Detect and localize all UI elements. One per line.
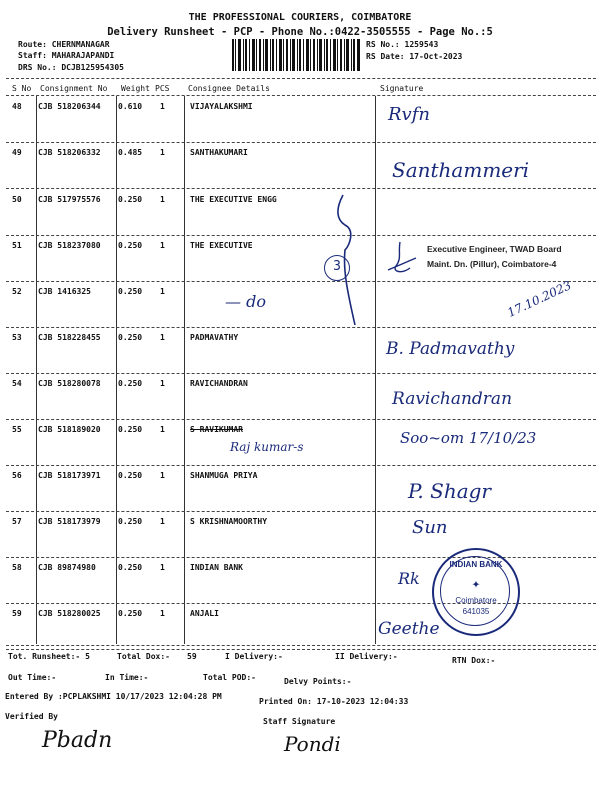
row-consignee: VIJAYALAKSHMI (190, 102, 253, 111)
row-pcs: 1 (160, 195, 165, 204)
col-consignee: Consignee Details (188, 84, 270, 93)
drs-line (18, 63, 124, 72)
row-signature: Rk (398, 569, 420, 588)
row-consignee: PADMAVATHY (190, 333, 239, 342)
staff-signature: Pondi (284, 732, 341, 756)
printed-on: Printed On: 17-10-2023 12:04:33 (259, 697, 409, 706)
row-weight: 0.250 (118, 563, 143, 572)
bank-stamp-name: INDIAN BANK (449, 560, 503, 569)
row-consignment-no: CJB 518280078 (38, 379, 101, 388)
total-dox-label: Total Dox:- (117, 652, 170, 661)
header-bottom-rule (6, 95, 596, 96)
row-consignment-no: CJB 517975576 (38, 195, 101, 204)
summary-top-rule (6, 645, 596, 646)
twad-signature-scribble (380, 238, 426, 280)
staff-value: MAHARAJAPANDI (51, 51, 115, 60)
divider-details (375, 96, 376, 644)
row-sno: 52 (12, 287, 22, 296)
row-signature: Soo~om 17/10/23 (400, 429, 537, 447)
row-signature: Geethe (378, 619, 440, 639)
row-weight: 0.250 (118, 517, 143, 526)
row-divider (6, 511, 596, 512)
staff-line (18, 51, 114, 60)
runsheet-title: Delivery Runsheet - PCP - Phone No.:0422-3505555 - Page No.:5 (107, 26, 493, 38)
row-consignee: ANJALI (190, 609, 219, 618)
col-pcs: PCS (155, 84, 170, 93)
row-weight: 0.250 (118, 609, 143, 618)
bank-stamp (432, 548, 520, 636)
row-divider (6, 373, 596, 374)
row-consignment-no: CJB 1416325 (38, 287, 91, 296)
row-pcs: 1 (160, 609, 165, 618)
route-value: CHERNMANAGAR (51, 40, 110, 49)
route-line (18, 40, 110, 49)
row-consignment-no: CJB 518189020 (38, 425, 101, 434)
row-consignment-no: CJB 518206332 (38, 148, 101, 157)
row-consignment-no: CJB 518173971 (38, 471, 101, 480)
row-pcs: 1 (160, 102, 165, 111)
row-divider (6, 281, 596, 282)
row-divider (6, 327, 596, 328)
row-signature: B. Padmavathy (386, 339, 515, 359)
row-consignment-no: CJB 518280025 (38, 609, 101, 618)
row-pcs: 1 (160, 517, 165, 526)
bank-stamp-pin: 641035 (462, 607, 490, 616)
row-weight: 0.610 (118, 102, 143, 111)
row-consignment-no: CJB 89874980 (38, 563, 96, 572)
row-weight: 0.250 (118, 425, 143, 434)
circled-number: 3 (324, 255, 350, 281)
row-pcs: 1 (160, 287, 165, 296)
row-pcs: 1 (160, 425, 165, 434)
row-divider (6, 142, 596, 143)
rs-date-label: RS Date: (366, 52, 405, 61)
row-consignment-no: CJB 518206344 (38, 102, 101, 111)
ditto-note: — do (225, 292, 266, 311)
header-top-rule (6, 78, 596, 79)
rs-no-label: RS No.: (366, 40, 400, 49)
row-signature: Ravichandran (392, 389, 513, 409)
row-signature: Rvfn (388, 104, 430, 125)
row-sno: 53 (12, 333, 22, 342)
row-sno: 50 (12, 195, 22, 204)
row-weight: 0.250 (118, 333, 143, 342)
twad-stamp-line1: Executive Engineer, TWAD Board (427, 244, 562, 254)
rtn-dox: RTN Dox:- (452, 656, 496, 665)
twad-date-note: 17.10.2023 (505, 278, 574, 320)
row-sno: 55 (12, 425, 22, 434)
row-sno: 56 (12, 471, 22, 480)
row-consignee: SHANMUGA PRIYA (190, 471, 258, 480)
rs-date-line (366, 52, 462, 61)
row-divider (6, 419, 596, 420)
row-pcs: 1 (160, 148, 165, 157)
row-sno: 58 (12, 563, 22, 572)
row-consignee: S RAVIKUMAR (190, 425, 243, 434)
row-weight: 0.485 (118, 148, 143, 157)
row-weight: 0.250 (118, 195, 143, 204)
row-pcs: 1 (160, 241, 165, 250)
col-consignment: Consignment No (40, 84, 108, 93)
row-consignee: SANTHAKUMARI (190, 148, 248, 157)
company-name: THE PROFESSIONAL COURIERS, COIMBATORE (188, 12, 412, 23)
twad-stamp-line2: Maint. Dn. (Pillur), Coimbatore-4 (427, 259, 557, 269)
row-weight: 0.250 (118, 287, 143, 296)
total-dox-value: 59 (187, 652, 197, 661)
row-consignment-no: CJB 518173979 (38, 517, 101, 526)
row-sno: 49 (12, 148, 22, 157)
row-consignment-no: CJB 518228455 (38, 333, 101, 342)
row-consignee: RAVICHANDRAN (190, 379, 248, 388)
row-divider (6, 235, 596, 236)
entered-by: Entered By :PCPLAKSHMI 10/17/2023 12:04:28 PM (5, 692, 222, 701)
total-pod: Total POD:- (203, 673, 256, 682)
raj-kumar-note: Raj kumar-s (230, 440, 304, 454)
rs-date-value: 17-Oct-2023 (409, 52, 463, 61)
row-pcs: 1 (160, 563, 165, 572)
row-sno: 57 (12, 517, 22, 526)
row-weight: 0.250 (118, 241, 143, 250)
row-consignee: INDIAN BANK (190, 563, 243, 572)
row-divider (6, 465, 596, 466)
verified-signature: Pbadn (42, 728, 113, 753)
in-time: In Time:- (105, 673, 149, 682)
row-sno: 59 (12, 609, 22, 618)
row-consignee: S KRISHNAMOORTHY (190, 517, 268, 526)
rs-no-line (366, 40, 438, 49)
out-time: Out Time:- (8, 673, 57, 682)
bank-logo-icon: ✦ (471, 576, 481, 592)
tot-runsheet: Tot. Runsheet:- 5 (8, 652, 90, 661)
route-label: Route: (18, 40, 47, 49)
row-weight: 0.250 (118, 471, 143, 480)
row-divider (6, 557, 596, 558)
divider-consignment (116, 96, 117, 644)
col-weight: Weight (121, 84, 150, 93)
row-signature: Sun (412, 517, 448, 538)
row-divider (6, 649, 596, 650)
row-pcs: 1 (160, 471, 165, 480)
row-sno: 51 (12, 241, 22, 250)
i-delivery: I Delivery:- (225, 652, 283, 661)
delvy-points: Delvy Points:- (284, 677, 352, 686)
col-sno: S No (12, 84, 32, 93)
ii-delivery: II Delivery:- (335, 652, 398, 661)
row-consignee: THE EXECUTIVE (190, 241, 253, 250)
verified-by: Verified By (5, 712, 58, 721)
row-signature: P. Shagr (408, 479, 491, 503)
row-pcs: 1 (160, 379, 165, 388)
row-consignee: THE EXECUTIVE ENGG (190, 195, 277, 204)
rs-no-value: 1259543 (404, 40, 439, 49)
divider-pcs (184, 96, 185, 644)
row-weight: 0.250 (118, 379, 143, 388)
divider-sno (36, 96, 37, 644)
row-pcs: 1 (160, 333, 165, 342)
drs-value: DCJB125954305 (61, 63, 124, 72)
col-signature: Signature (380, 84, 424, 93)
row-signature: Santhammeri (392, 158, 530, 182)
row-sno: 48 (12, 102, 22, 111)
barcode (232, 39, 360, 71)
drs-label: DRS No.: (18, 63, 57, 72)
row-consignment-no: CJB 518237080 (38, 241, 101, 250)
row-divider (6, 188, 596, 189)
row-sno: 54 (12, 379, 22, 388)
staff-label: Staff: (18, 51, 47, 60)
staff-signature-label: Staff Signature (263, 717, 336, 726)
bank-stamp-city: Coimbatore (455, 596, 497, 605)
